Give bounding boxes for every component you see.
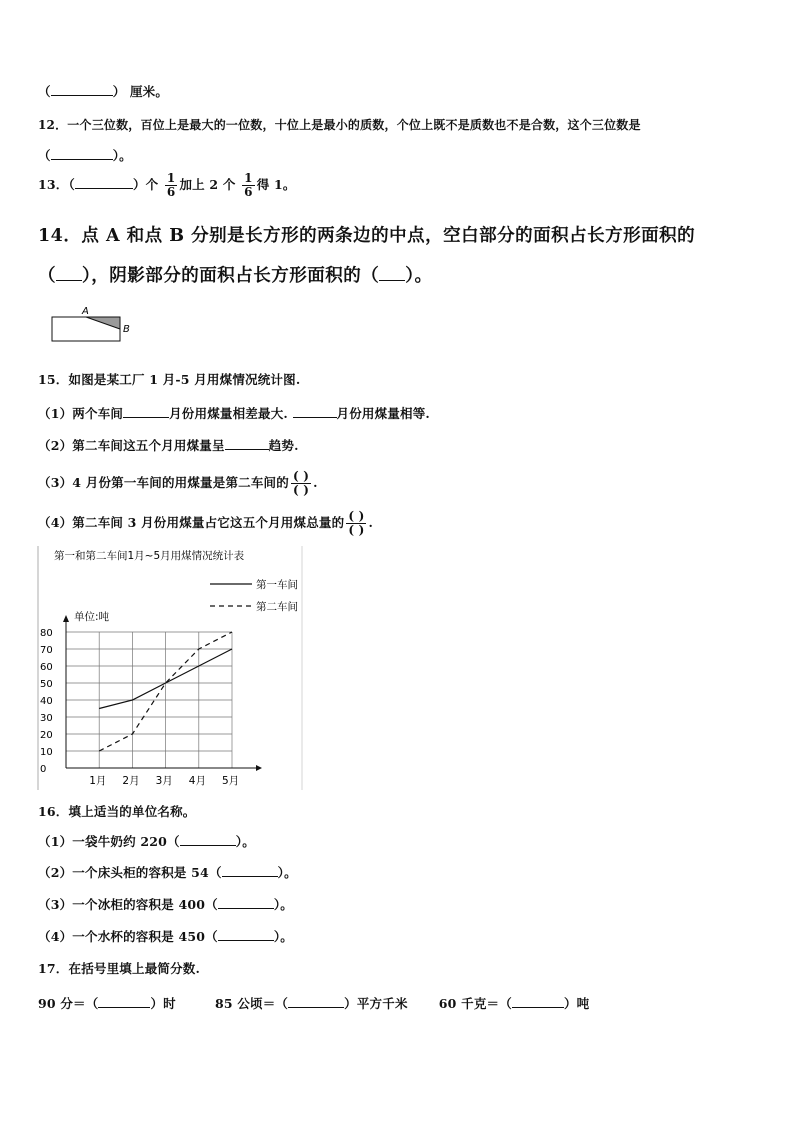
q13-end-text: 得 1。: [256, 177, 296, 192]
q16-title: 16．填上适当的单位名称。: [38, 804, 196, 819]
y-tick-label: 70: [40, 645, 53, 656]
q17-p2-text: 85 公顷＝（: [214, 996, 289, 1011]
q15-sub3-text: （3）4 月份第一车间的用煤量是第二车间的: [38, 475, 289, 490]
q15-sub1: [38, 404, 430, 422]
legend-series-1: 第一车间: [256, 579, 298, 591]
q15-title: 15．如图是某工厂 1 月-5 月用煤情况统计图.: [38, 372, 301, 387]
q13-answer-blank[interactable]: [75, 176, 133, 189]
y-tick-label: 60: [40, 662, 53, 673]
q17-p3-blank[interactable]: [512, 995, 564, 1008]
frac-num: ( ): [292, 469, 310, 483]
q17-title: 17．在括号里填上最简分数.: [38, 961, 201, 976]
q16-item-blank[interactable]: [180, 833, 236, 846]
q13-mid-text: 加上 2 个: [179, 177, 236, 192]
q17-problems: [38, 994, 589, 1012]
q15-sub3-fraction-blank[interactable]: [291, 470, 311, 497]
y-tick-label: 10: [40, 747, 53, 758]
q17-p3-text: 60 千克＝（: [438, 996, 512, 1011]
q15-sub4-text: （4）第二车间 3 月份用煤量占它这五个月用煤总量的: [38, 515, 345, 530]
q16-item-blank[interactable]: [218, 928, 274, 941]
period: .: [313, 475, 318, 490]
fraction-one-sixth: [242, 172, 255, 199]
x-tick-label: 1月: [89, 775, 107, 787]
q15-sub2-text-a: （2）第二车间这五个月用煤量呈: [38, 438, 225, 453]
paren-close: ）。: [235, 834, 255, 849]
q15-sub2: [38, 436, 299, 454]
frac-num: 1: [244, 171, 253, 185]
q12-answer-line: [38, 146, 132, 164]
q13-line: [38, 172, 296, 199]
q12-answer-blank[interactable]: [51, 147, 113, 160]
frac-den: 6: [166, 185, 176, 199]
q15-sub1-text-a: （1）两个车间: [38, 406, 124, 421]
q12-text: 12．一个三位数，百位上是最大的一位数，十位上是最小的质数，个位上既不是质数也不是合数，这个三位数是: [38, 118, 641, 132]
q16-item: [38, 863, 297, 881]
legend-series-2: 第二车间: [256, 601, 298, 613]
x-axis-arrow: [256, 765, 262, 771]
paren-open: （: [38, 148, 51, 163]
q16-item: [38, 832, 255, 850]
q11-answer-blank[interactable]: [51, 83, 113, 96]
q15-sub1-text-b: 月份用煤量相差最大.: [169, 406, 288, 421]
x-tick-label: 5月: [222, 775, 240, 787]
x-tick-label: 3月: [155, 775, 173, 787]
paren-close: ）个: [132, 177, 159, 192]
paren-close: ）。: [273, 897, 293, 912]
frac-den: 6: [244, 185, 253, 199]
q14-mid-text: ），阴影部分的面积占长方形面积的: [82, 266, 362, 286]
q16-item-text: （2）一个床头柜的容积是 54（: [38, 865, 222, 880]
q17-p2-blank[interactable]: [288, 995, 344, 1008]
point-b-label: B: [123, 324, 130, 335]
q16-item: [38, 895, 293, 913]
rectangle-figure: [48, 302, 148, 344]
q14-text: 14．点 A 和点 B 分别是长方形的两条边的中点，空白部分的面积占长方形面积的: [38, 226, 696, 246]
q14-answer-line: [38, 262, 433, 287]
point-a-label: A: [82, 306, 89, 317]
frac-num: 1: [166, 171, 176, 185]
frac-den: ( ): [348, 523, 365, 537]
q15-sub1-text-c: 月份用煤量相等.: [336, 406, 430, 421]
y-tick-label: 50: [40, 679, 53, 690]
y-tick-label: 40: [40, 696, 53, 707]
q15-sub2-text-b: 趋势.: [268, 438, 299, 453]
coal-usage-line-chart: [34, 546, 314, 792]
frac-num: ( ): [348, 509, 365, 523]
q16-item-text: （4）一个水杯的容积是 450（: [38, 929, 218, 944]
q15-sub3: [38, 470, 318, 497]
q16-item-text: （1）一袋牛奶约 220（: [38, 834, 180, 849]
paren-open: （: [68, 177, 75, 192]
q16-item-text: （3）一个冰柜的容积是 400（: [38, 897, 218, 912]
q15-sub2-blank[interactable]: [225, 437, 269, 450]
q16-item-blank[interactable]: [222, 864, 278, 877]
y-tick-label: 0: [40, 764, 47, 775]
paren-close: ）。: [112, 148, 132, 163]
unit-label: 单位:吨: [74, 611, 110, 623]
period: .: [368, 515, 374, 530]
paren-open: （: [38, 84, 51, 99]
frac-den: ( ): [292, 483, 310, 497]
q15-sub4-fraction-blank[interactable]: [346, 510, 366, 537]
q16-item: [38, 927, 293, 945]
y-tick-label: 30: [40, 713, 53, 724]
paren-close: ）: [112, 84, 126, 99]
y-axis-arrow: [63, 615, 69, 622]
paren-close: ）。: [405, 266, 433, 286]
fraction-one-sixth: [165, 172, 178, 199]
paren-open: （: [38, 266, 56, 286]
plot-area: [40, 615, 262, 787]
q17-p1-blank[interactable]: [98, 995, 150, 1008]
q16-item-blank[interactable]: [218, 896, 274, 909]
q13-number: 13．: [38, 177, 69, 192]
q15-sub1-blank-2[interactable]: [293, 405, 337, 418]
paren-close: ）。: [273, 929, 293, 944]
paren-open: （: [361, 266, 380, 286]
chart-title: 第一和第二车间1月~5月用煤情况统计表: [54, 550, 245, 562]
q17-p2-unit: ）平方千米: [344, 996, 408, 1011]
q15-sub4: [38, 510, 373, 537]
x-tick-label: 4月: [188, 775, 206, 787]
q11-unit: 厘米。: [129, 84, 169, 99]
q14-blank-shaded-area[interactable]: [379, 264, 405, 281]
paren-close: ）。: [277, 865, 297, 880]
q11-answer-line: [38, 82, 168, 100]
q15-sub1-blank-1[interactable]: [123, 405, 169, 418]
q14-blank-blank-area[interactable]: [56, 264, 82, 281]
q17-p3-unit: ）吨: [563, 996, 590, 1011]
q17-p1-unit: ）时: [150, 996, 176, 1011]
y-tick-label: 20: [40, 730, 53, 741]
y-tick-label: 80: [40, 628, 53, 639]
q17-p1-text: 90 分＝（: [38, 996, 99, 1011]
x-tick-label: 2月: [122, 775, 140, 787]
